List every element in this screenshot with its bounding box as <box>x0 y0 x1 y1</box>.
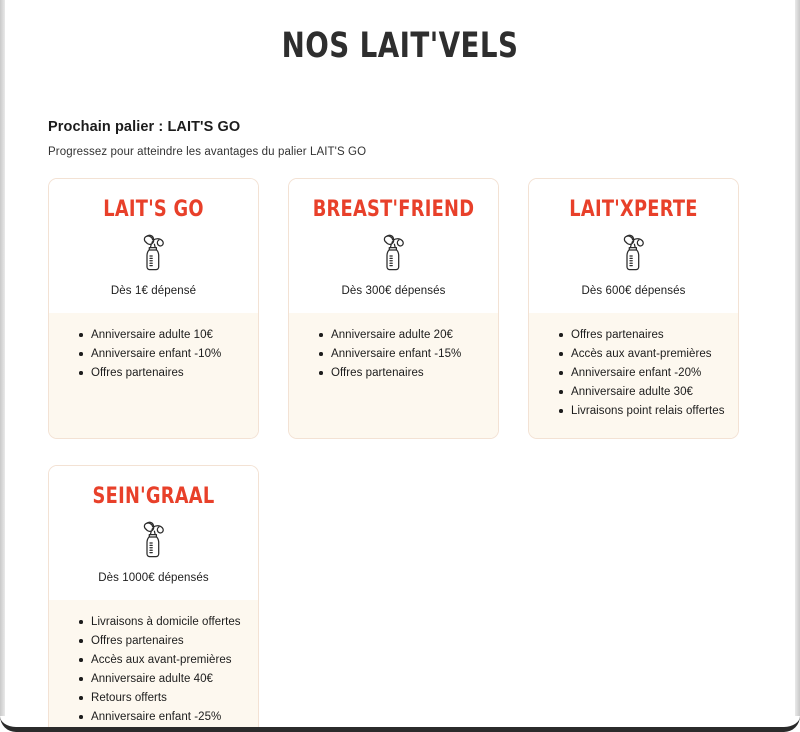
tier-name: LAIT'XPERTE <box>569 197 698 222</box>
tier-card-body <box>49 313 258 438</box>
tier-card-header <box>49 466 258 600</box>
tier-perk-list <box>79 614 246 726</box>
tier-perk-item: Offres partenaires <box>319 365 486 382</box>
tier-perk-item: Anniversaire adulte 30€ <box>559 384 726 401</box>
tier-perk-item: Anniversaire enfant -15% <box>319 346 486 363</box>
breast-pump-icon <box>137 233 171 273</box>
tier-card-header <box>289 179 498 313</box>
next-tier-subtitle: Progressez pour atteindre les avantages du palier LAIT'S GO <box>48 146 367 158</box>
breast-pump-icon <box>617 233 651 273</box>
tier-card-1[interactable] <box>48 178 259 439</box>
frame-edge-right <box>795 0 800 716</box>
tier-name: BREAST'FRIEND <box>312 197 475 222</box>
breast-pump-icon <box>377 233 411 273</box>
tier-perk-list <box>559 327 726 420</box>
tier-card-body <box>529 313 738 438</box>
tier-threshold: Dès 600€ dépensés <box>581 285 686 297</box>
tier-perk-item: Offres partenaires <box>79 633 246 650</box>
tier-card-4[interactable] <box>48 465 259 732</box>
next-tier-status: Prochain palier : LAIT'S GO <box>48 119 241 135</box>
tier-card-body <box>289 313 498 438</box>
loyalty-tiers-page <box>5 0 795 722</box>
tier-perk-item: Livraisons à domicile offertes <box>79 614 246 631</box>
tier-name: LAIT'S GO <box>103 197 204 222</box>
tier-name: SEIN'GRAAL <box>92 484 215 509</box>
tier-perk-item: Anniversaire adulte 10€ <box>79 327 246 344</box>
tier-card-grid <box>48 178 766 732</box>
tier-perk-item: Livraisons point relais offertes <box>559 403 726 420</box>
tier-card-2[interactable] <box>288 178 499 439</box>
page-title: NOS LAIT'VELS <box>281 26 519 66</box>
tier-perk-item: Retours offerts <box>79 690 246 707</box>
tier-card-3[interactable] <box>528 178 739 439</box>
tier-perk-item: Anniversaire adulte 40€ <box>79 671 246 688</box>
tier-perk-item: Anniversaire enfant -25% <box>79 709 246 726</box>
tier-threshold: Dès 300€ dépensés <box>341 285 446 297</box>
tier-card-header <box>49 179 258 313</box>
tier-perk-item: Offres partenaires <box>559 327 726 344</box>
tier-threshold: Dès 1000€ dépensés <box>98 572 209 584</box>
tier-card-body <box>49 600 258 732</box>
tier-perk-list <box>79 327 246 382</box>
tier-perk-item: Anniversaire enfant -20% <box>559 365 726 382</box>
tier-threshold: Dès 1€ dépensé <box>110 285 197 297</box>
tier-perk-item: Anniversaire enfant -10% <box>79 346 246 363</box>
tier-perk-item: Accès aux avant-premières <box>79 652 246 669</box>
tier-perk-list <box>319 327 486 382</box>
tier-perk-item: Accès aux avant-premières <box>559 346 726 363</box>
tier-perk-item: Offres partenaires <box>79 365 246 382</box>
tier-card-header <box>529 179 738 313</box>
breast-pump-icon <box>137 520 171 560</box>
tier-perk-item: Anniversaire adulte 20€ <box>319 327 486 344</box>
